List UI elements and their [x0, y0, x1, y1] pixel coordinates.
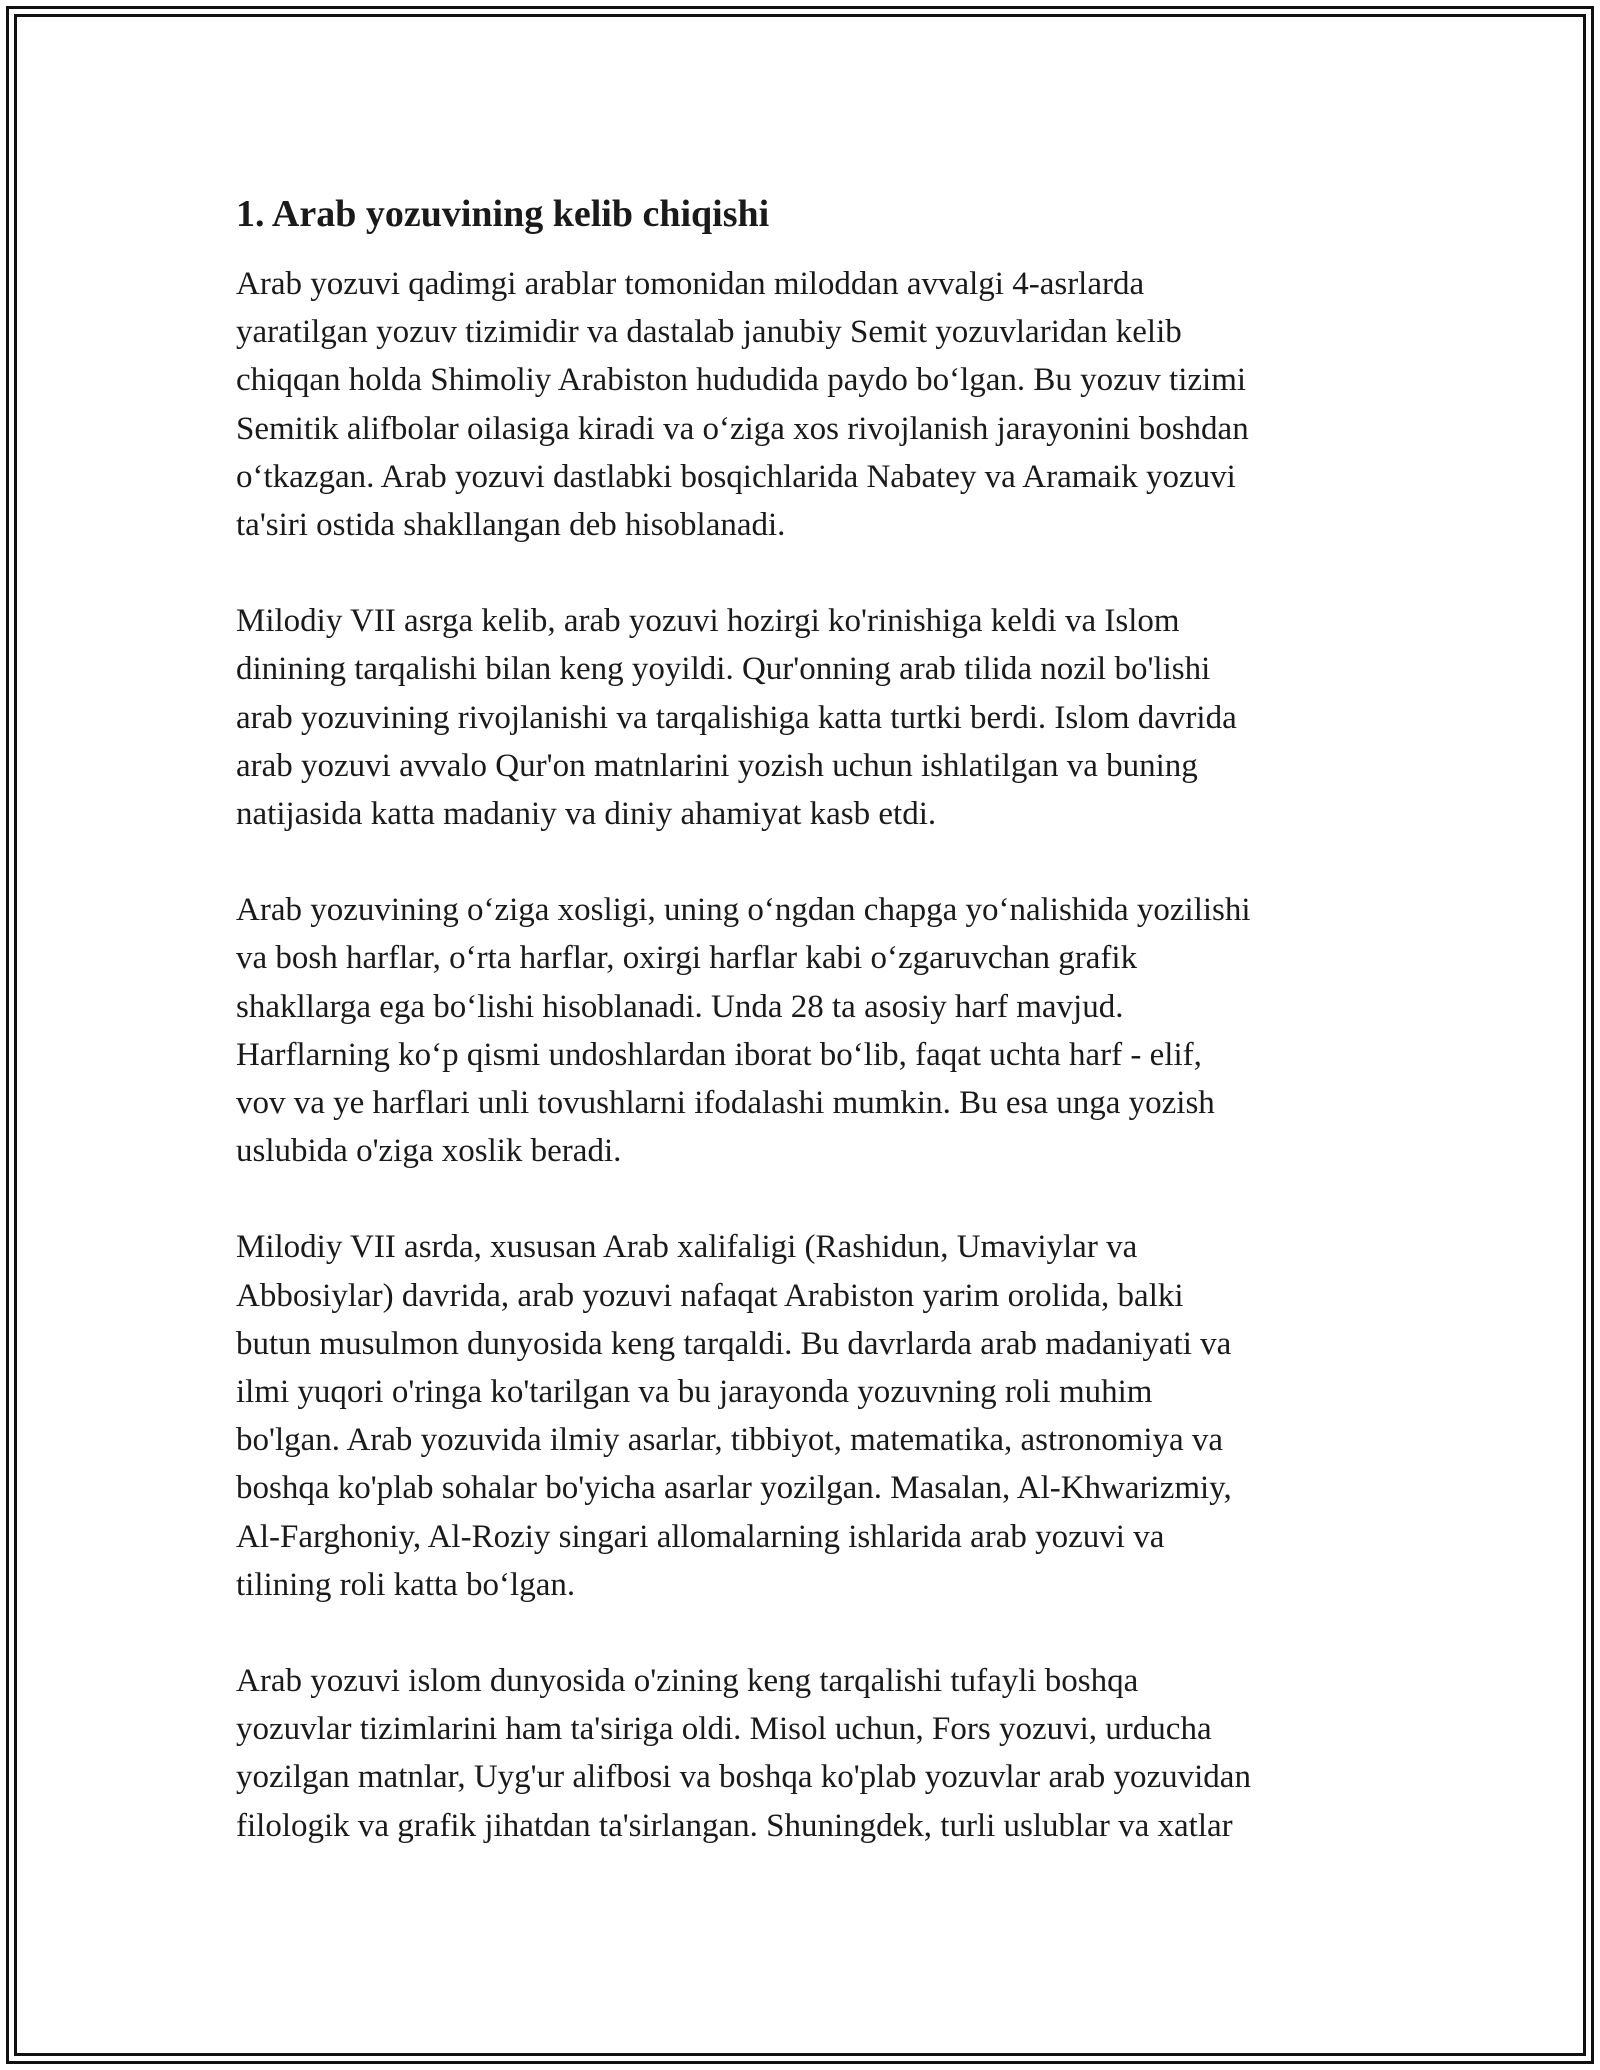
paragraph-line: boshqa ko'plab sohalar bo'yicha asarlar yozilgan. Masalan, Al-Khwarizmiy, — [236, 1470, 1232, 1507]
paragraph-3 — [236, 886, 1376, 1175]
paragraph-4 — [236, 1223, 1376, 1609]
paragraph-line: butun musulmon dunyosida keng tarqaldi. Bu davrlarda arab madaniyati va — [236, 1325, 1232, 1362]
paragraph-line: yozuvlar tizimlarini ham ta'siriga oldi. Misol uchun, Fors yozuvi, urducha — [236, 1711, 1212, 1748]
paragraph-line: shakllarga ega boʻlishi hisoblanadi. Unda 28 ta asosiy harf mavjud. — [236, 988, 1124, 1025]
paragraph-line: dinining tarqalishi bilan keng yoyildi. Qur'onning arab tilida nozil bo'lishi — [236, 651, 1211, 688]
paragraph-line: Abbosiylar) davrida, arab yozuvi nafaqat Arabiston yarim orolida, balki — [236, 1277, 1184, 1314]
paragraph-line: arab yozuvi avvalo Qur'on matnlarini yozish uchun ishlatilgan va buning — [236, 747, 1198, 784]
paragraph-line: ta'siri ostida shakllangan deb hisoblanadi. — [236, 507, 786, 544]
paragraph-line: Milodiy VII asrda, xususan Arab xalifaligi (Rashidun, Umaviylar va — [236, 1229, 1138, 1266]
paragraph-line: yaratilgan yozuv tizimidir va dastalab janubiy Semit yozuvlaridan kelib — [236, 314, 1182, 351]
paragraph-line: Al-Farghoniy, Al-Roziy singari allomalarning ishlarida arab yozuvi va — [236, 1518, 1165, 1555]
paragraph-line: bo'lgan. Arab yozuvida ilmiy asarlar, tibbiyot, matematika, astronomiya va — [236, 1422, 1224, 1459]
paragraph-line: Arab yozuvi qadimgi arablar tomonidan miloddan avvalgi 4-asrlarda — [236, 266, 1145, 302]
paragraph-line: chiqqan holda Shimoliy Arabiston hududida paydo boʻlgan. Bu yozuv tizimi — [236, 362, 1247, 399]
section-heading: 1. Arab yozuvining kelib chiqishi — [236, 193, 770, 235]
paragraph-5 — [236, 1657, 1376, 1850]
paragraph-1 — [236, 260, 1376, 549]
paragraph-line: Semitik alifbolar oilasiga kiradi va oʻziga xos rivojlanish jarayonini boshdan — [236, 410, 1249, 447]
paragraph-line: Milodiy VII asrga kelib, arab yozuvi hozirgi ko'rinishiga keldi va Islom — [236, 603, 1180, 640]
paragraph-2 — [236, 597, 1376, 838]
paragraph-line: uslubida o'ziga xoslik beradi. — [236, 1133, 622, 1170]
paragraph-line: natijasida katta madaniy va diniy ahamiyat kasb etdi. — [236, 796, 937, 833]
paragraph-line: arab yozuvining rivojlanishi va tarqalishiga katta turtki berdi. Islom davrida — [236, 699, 1237, 736]
document-body — [236, 190, 1376, 1898]
paragraph-line: filologik va grafik jihatdan ta'sirlangan. Shuningdek, turli uslublar va xatlar — [236, 1807, 1233, 1844]
paragraph-line: yozilgan matnlar, Uyg'ur alifbosi va boshqa ko'plab yozuvlar arab yozuvidan — [236, 1759, 1251, 1796]
paragraph-line: Arab yozuvi islom dunyosida o'zining keng tarqalishi tufayli boshqa — [236, 1663, 1139, 1700]
paragraph-line: ilmi yuqori o'ringa ko'tarilgan va bu jarayonda yozuvning roli muhim — [236, 1374, 1153, 1411]
paragraph-line: va bosh harflar, oʻrta harflar, oxirgi harflar kabi oʻzgaruvchan grafik — [236, 940, 1138, 977]
paragraph-line: Harflarning koʻp qismi undoshlardan iborat boʻlib, faqat uchta harf - elif, — [236, 1036, 1202, 1073]
paragraph-line: oʻtkazgan. Arab yozuvi dastlabki bosqichlarida Nabatey va Aramaik yozuvi — [236, 458, 1236, 495]
paragraph-line: tilining roli katta boʻlgan. — [236, 1566, 576, 1603]
paragraph-line: vov va ye harflari unli tovushlarni ifodalashi mumkin. Bu esa unga yozish — [236, 1085, 1215, 1122]
paragraph-line: Arab yozuvining oʻziga xosligi, uning oʻngdan chapga yoʻnalishida yozilishi — [236, 892, 1251, 929]
